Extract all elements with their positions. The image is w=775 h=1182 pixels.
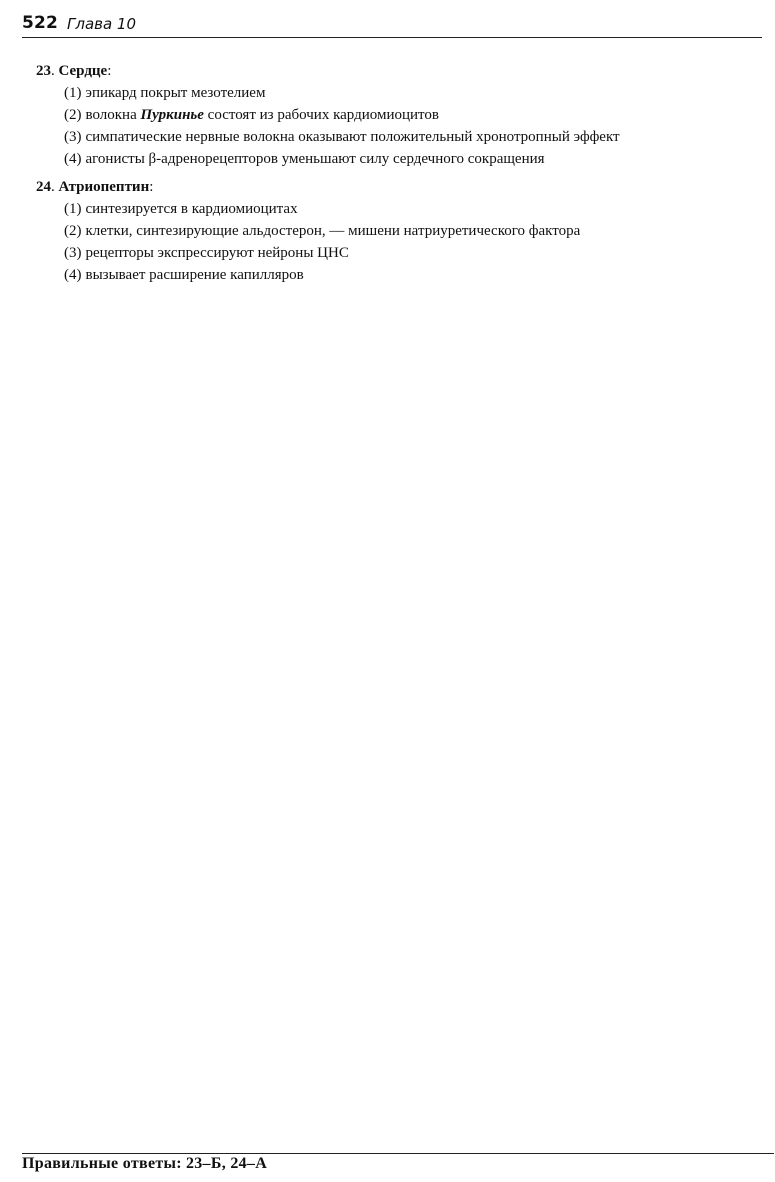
question-title: Сердце <box>58 63 108 79</box>
option-item <box>64 242 756 264</box>
option-number: (2) <box>64 223 82 239</box>
option-text: клетки, синтезирующие альдостерон, — мишени натриуретического фактора <box>85 223 581 239</box>
option-number: (1) <box>64 85 82 101</box>
option-text: вызывает расширение капилляров <box>85 267 304 283</box>
option-text: симпатические нервные волокна оказывают положительный хронотропный эффект <box>85 129 620 145</box>
purkinje-term: Пуркинье <box>140 107 204 123</box>
question-24 <box>36 176 756 286</box>
option-text-start: волокна <box>85 107 141 123</box>
page-header <box>22 12 762 38</box>
option-text: рецепторы экспрессируют нейроны ЦНС <box>85 245 349 261</box>
answers-values: 23–Б, 24–А <box>185 1155 268 1172</box>
option-text: синтезируется в кардиомиоцитах <box>85 201 298 217</box>
chapter-title: Глава 10 <box>67 15 137 33</box>
option-item <box>64 104 756 126</box>
question-23 <box>36 60 756 170</box>
option-list <box>36 82 756 170</box>
option-number: (1) <box>64 201 82 217</box>
option-list <box>36 198 756 286</box>
option-item <box>64 198 756 220</box>
page-number: 522 <box>22 13 59 33</box>
option-item <box>64 220 756 242</box>
option-item <box>64 264 756 286</box>
option-item <box>64 148 756 170</box>
question-number: 24 <box>36 179 51 195</box>
question-heading: 23. Сердце: <box>36 63 112 79</box>
option-item <box>64 82 756 104</box>
option-number: (4) <box>64 151 82 167</box>
header-divider <box>22 37 762 38</box>
answers-footer <box>22 1155 267 1173</box>
answers-label: Правильные ответы: <box>22 1155 182 1172</box>
option-number: (2) <box>64 107 82 123</box>
question-number: 23 <box>36 63 51 79</box>
option-item <box>64 126 756 148</box>
option-text: агонисты β-адренорецепторов уменьшают силу сердечного сокращения <box>85 151 545 167</box>
footer-divider <box>22 1153 774 1154</box>
option-number: (3) <box>64 129 82 145</box>
option-text: эпикард покрыт мезотелием <box>85 85 266 101</box>
option-number: (3) <box>64 245 82 261</box>
option-number: (4) <box>64 267 82 283</box>
question-title: Атриопептин <box>58 179 150 195</box>
question-heading: 24. Атриопептин: <box>36 179 154 195</box>
option-text-end: состоят из рабочих кардиомиоцитов <box>203 107 439 123</box>
